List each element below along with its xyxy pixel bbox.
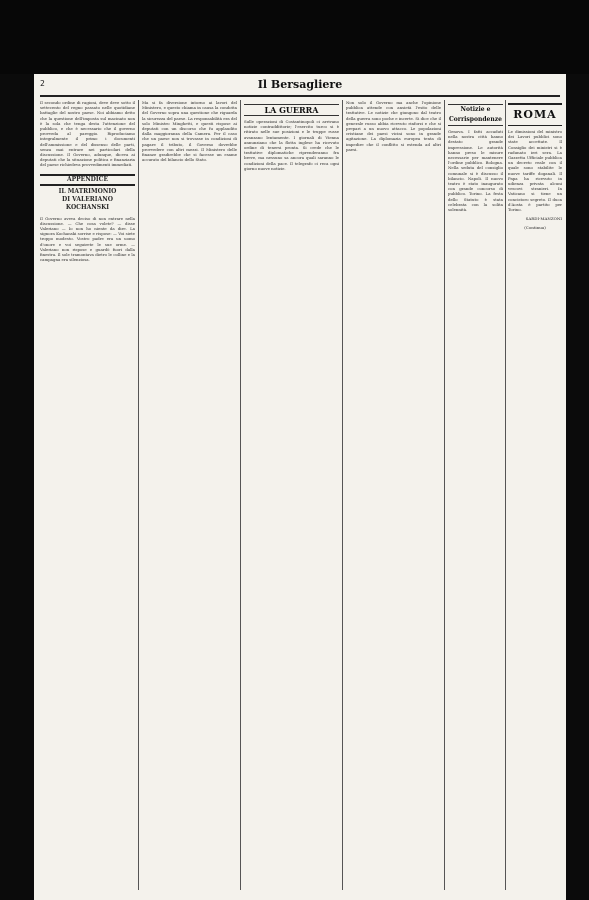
column-4-text: Non solo il Governo ma anche l'opinione pubblica attende con ansietà l'esito delle trattative. Le notizie che giungono dal teatro della guerra sono poche e incerte. Si dice che il generale russo abbia ricevuto rinforzi e che si prepari a un nuovo attacco. Le popolazioni cristiane dei paesi vicini sono in grande agitazione. La diplomazia europea tenta di impedire che il conflitto si estenda ad altri paesi. xyxy=(346,100,441,152)
column-2-text: Ma si fa diversione intorno ai lavori del Ministero, e questo chiama in causa la condotta del Governo sopra una questione che riguarda la sicurezza del paese. La responsabilità era del solo Ministro Minghetti, e questi rispose ai deputati con un discorso che fu applaudito dalla maggioranza della Camera. Per il caso che un paese non si trovasse in condizioni di pagare il tributo, il Governo dovrebbe provvedere con altri mezzi. Il Ministero delle finanze gradirebbe che si facesse un esame accurato del bilancio dello Stato. xyxy=(142,100,237,163)
scan-border-right xyxy=(566,74,589,900)
column-3-text: Sulle operazioni di Costantinopoli ci arrivano notizie contraddittorie; l'esercito turco si è ritirato nelle sue posizioni e le truppe russe avanzano lentamente. I giornali di Vienna annunziano che la flotta inglese ha ricevuto ordine di tenersi pronta. Si crede che le trattative diplomatiche riprenderanno fra breve, ma nessuno sa ancora quali saranno le condizioni della pace. Il telegrafo ci reca ogni giorno nuove notizie. xyxy=(244,119,339,171)
column-rule xyxy=(240,100,241,890)
novel-title-line1: IL MATRIMONIO xyxy=(58,187,117,195)
novel-title xyxy=(40,188,135,212)
column-4 xyxy=(346,100,441,152)
column-5 xyxy=(448,100,503,212)
newspaper-page xyxy=(34,74,566,900)
page-header xyxy=(40,77,560,97)
masthead: Il Bersagliere xyxy=(257,78,343,91)
column-rule xyxy=(138,100,139,890)
column-5-text: Genova. I fatti accaduti nella nostra città hanno destato grande impressione. Le autorità hanno preso le misure necessarie per mantenere l'ordine pubblico. Bologna. Nella seduta del consiglio comunale si è discusso il bilancio. Napoli. Il nuovo teatro è stato inaugurato con grande concorso di pubblico. Torino. La festa dello Statuto è stata celebrata con la solita solennità. xyxy=(448,129,503,213)
guerra-heading: LA GUERRA xyxy=(244,104,339,116)
column-2 xyxy=(142,100,237,162)
scan-border-left xyxy=(0,74,34,900)
scan-border-top xyxy=(0,0,589,74)
column-1-text: Il secondo ordine di ragioni, deve deve sotto il settecento del regno passato nelle quotidiane battaglie del nostro paese. Noi abbiamo detto che la questione dell'imposta sul macinato non è la sola che tenga desta l'attenzione del pubblico, e che è necessario che il governo provveda al pareggio. Riproduciamo integralmente il primo i documenti dell'ammissione e del dissenso delle parti, senza mai entrare nei particolari della discussione. Il Governo, adunque, diceva ai deputati che la situazione politica e finanziaria del paese richiedeva provvedimenti immediati. xyxy=(40,100,135,168)
notizie-heading: Notizie e Corrispondenze xyxy=(448,104,503,126)
novel-text: Il Governo aveva deciso di non entrare nella discussione. — Che cosa volete? — disse Valeriano — Io non ho niente da dire. La signora Kochanski sorrise e rispose: — Voi siete troppo modesto. Vostro padre era un uomo d'onore e voi seguirete le sue orme. — Valeriano non rispose e guardò fuori dalla finestra. Il sole tramontava dietro le colline e la campagna era silenziosa. xyxy=(40,215,135,263)
signoff: SARDI-MANZONI xyxy=(525,216,562,222)
appendice-heading: APPENDICE xyxy=(40,174,135,186)
column-rule xyxy=(444,100,445,890)
column-rule xyxy=(342,100,343,890)
column-6-text: Le dimissioni del ministro dei Lavori pubblici sono state accettate. Il Consiglio dei ministri si è radunato ieri sera. La Gazzetta Ufficiale pubblica un decreto reale con il quale sono stabilite le nuove tariffe doganali. Il Papa ha ricevuto in udienza privata alcuni vescovi stranieri. In Vaticano si tiene un concistoro segreto. Il duca d'Aosta è partito per Torino. xyxy=(508,129,562,213)
roma-heading: ROMA xyxy=(508,103,562,126)
novel-title-line2: DI VALERIANO KOCHANSKI xyxy=(62,195,113,211)
column-3 xyxy=(244,100,339,171)
column-rule xyxy=(505,100,506,890)
column-6 xyxy=(508,100,562,231)
continua-note: (Continua) xyxy=(524,225,546,231)
page-number: 2 xyxy=(40,79,45,88)
column-1 xyxy=(40,100,135,262)
